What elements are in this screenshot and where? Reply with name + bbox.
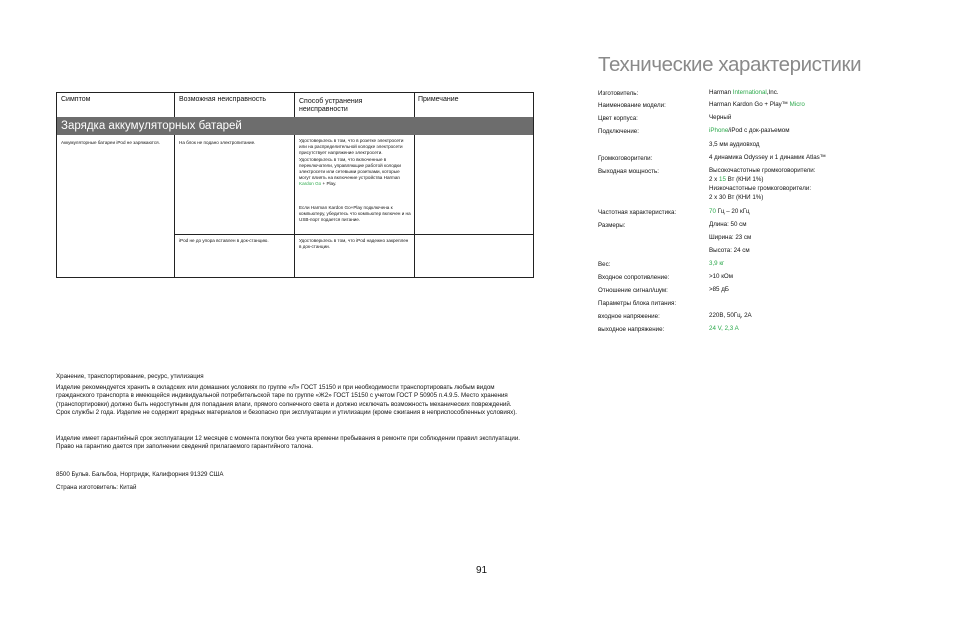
spec-value-part: Micro [789,101,805,108]
remedy-cell: Удостоверьтесь в том, что iPod надежно закреплен в док-станции. [299,238,409,250]
spec-label: выходное напряжение: [598,326,665,333]
divider [294,135,295,277]
divider [294,93,295,117]
spec-value-part: Harman [709,89,732,96]
divider [414,93,415,117]
cause-cell: На блок не подано электропитание. [179,140,256,145]
spec-value: 220В, 50Гц, 2А [709,312,752,319]
spec-value: 4 динамика Odyssey и 1 динамик Atlas™ [709,154,826,161]
spec-value [709,101,805,110]
troubleshooting-table [56,92,534,278]
divider [414,135,415,277]
header-note: Примечание [418,96,459,103]
remedy-text: Удостоверьтесь в том, что в розетке электросети или на распределительной колодке электросети присутствует напряжение электросети. Удостоверьтесь в том, что включенные в переключатели, управляющие работой колодки электросети или сетевыми розетками, которые могут влиять на включение устройства Harman [299,138,404,181]
manufacturer-address: 8500 Бульв. Бальбоа, Нортридж, Калифорния 91329 США [56,471,224,478]
spec-label: Выходная мощность: [598,168,659,175]
header-cause: Возможная неисправность [179,96,267,103]
remedy-cell: Если Harman Kardon Go+Play подключена к компьютеру, убедитесь что компьютер включен и на USB-порт подается питание. [299,205,411,223]
spec-value: Длина: 50 см [709,221,747,228]
spec-value: 3,5 мм аудиовход [709,141,760,148]
spec-label: Размеры: [598,222,626,229]
spec-label: Входное сопротивление: [598,274,670,281]
spec-value-part: Вт (КНИ 1%) [727,176,764,183]
spec-value: >85 дБ [709,286,729,293]
table-header-row [57,93,533,118]
spec-value-part: ,Inc. [766,89,779,96]
spec-value-part: 2 x [709,176,718,183]
spec-value: >10 кОм [709,273,733,280]
spec-value-part: Harman Kardon Go + Play™ [709,101,788,108]
spec-value: Высота: 24 см [709,247,750,254]
spec-value [709,127,790,136]
spec-value: 24 V, 2,3 A [709,325,739,332]
spec-value [709,208,750,217]
spec-value-part: /iPod с док-разъемом [728,127,790,134]
spec-value [709,176,763,185]
spec-value: 2 x 30 Вт (КНИ 1%) [709,194,764,201]
spec-label: Изготовитель: [598,90,639,97]
spec-value-part: 70 [709,208,716,215]
header-symptom: Симптом [61,96,91,103]
brand-name: Kardon Go [299,181,322,187]
warranty-paragraph: Изделие имеет гарантийный срок эксплуатации 12 месяцев с момента покупки без учета времени пребывания в ремонте при соблюдении правил эксплуатации. Право на гарантию дается при заполнении сведений прилагаемого гарантийного талона. [56,435,521,451]
spec-value-part: 15 [719,176,726,183]
spec-label: Наименование модели: [598,102,666,109]
spec-label: Подключение: [598,128,639,135]
spec-label: входное напряжение: [598,313,660,320]
specs-title: Технические характеристики [598,53,862,76]
spec-label: Цвет корпуса: [598,115,638,122]
storage-heading: Хранение, транспортирование, ресурс, утилизация [56,373,204,380]
spec-label: Громкоговорители: [598,155,653,162]
spec-value-part: Гц – 20 кГц [717,208,750,215]
spec-label: Параметры блока питания: [598,300,677,307]
spec-value: Высокочастотные громкоговорители: [709,167,816,174]
divider [174,93,175,117]
storage-paragraph: Изделие рекомендуется хранить в складских или домашних условиях по группе «Л» ГОСТ 15150 и при необходимости транспортировать любым видом гражданского транспорта в имеющейся индивидуальной потребительской таре по группе «Ж2» ГОСТ 15150 с учетом ГОСТ Р 50905 п.4.9.5. Место хранения (транспортировки) должно быть недоступным для попадания влаги, прямого солнечного света и должно исключать возможность механических повреждений. Срок службы 2 года. Изделие не содержит вредных материалов и безопасно при эксплуатации и утилизации (кроме сжигания в неприспособленных условиях). [56,384,518,417]
cause-cell: iPod не до упора вставлен в док-станцию. [179,238,269,243]
spec-value: Ширина: 23 см [709,234,752,241]
divider [174,135,175,277]
header-remedy: Способ устранения неисправности [299,98,363,113]
spec-value: Низкочастотные громкоговорители: [709,185,812,192]
spec-label: Отношение сигнал/шум: [598,287,668,294]
section-title: Зарядка аккумуляторных батарей [57,117,533,135]
spec-value: Черный [709,114,732,121]
spec-value: 3,9 кг [709,260,725,267]
page-number: 91 [476,565,488,576]
remedy-cell [299,138,411,188]
spec-value [709,89,779,98]
spec-value-part: iPhone [709,127,729,134]
symptom-cell: Аккумуляторные батареи iPod не заряжаются. [61,140,160,145]
spec-value-part: International [732,89,767,96]
remedy-text-end: + Play. [322,181,337,187]
spec-label: Частотная характеристика: [598,209,677,216]
country-of-origin: Страна изготовитель: Китай [56,484,137,491]
divider [174,234,533,235]
spec-label: Вес: [598,261,611,268]
